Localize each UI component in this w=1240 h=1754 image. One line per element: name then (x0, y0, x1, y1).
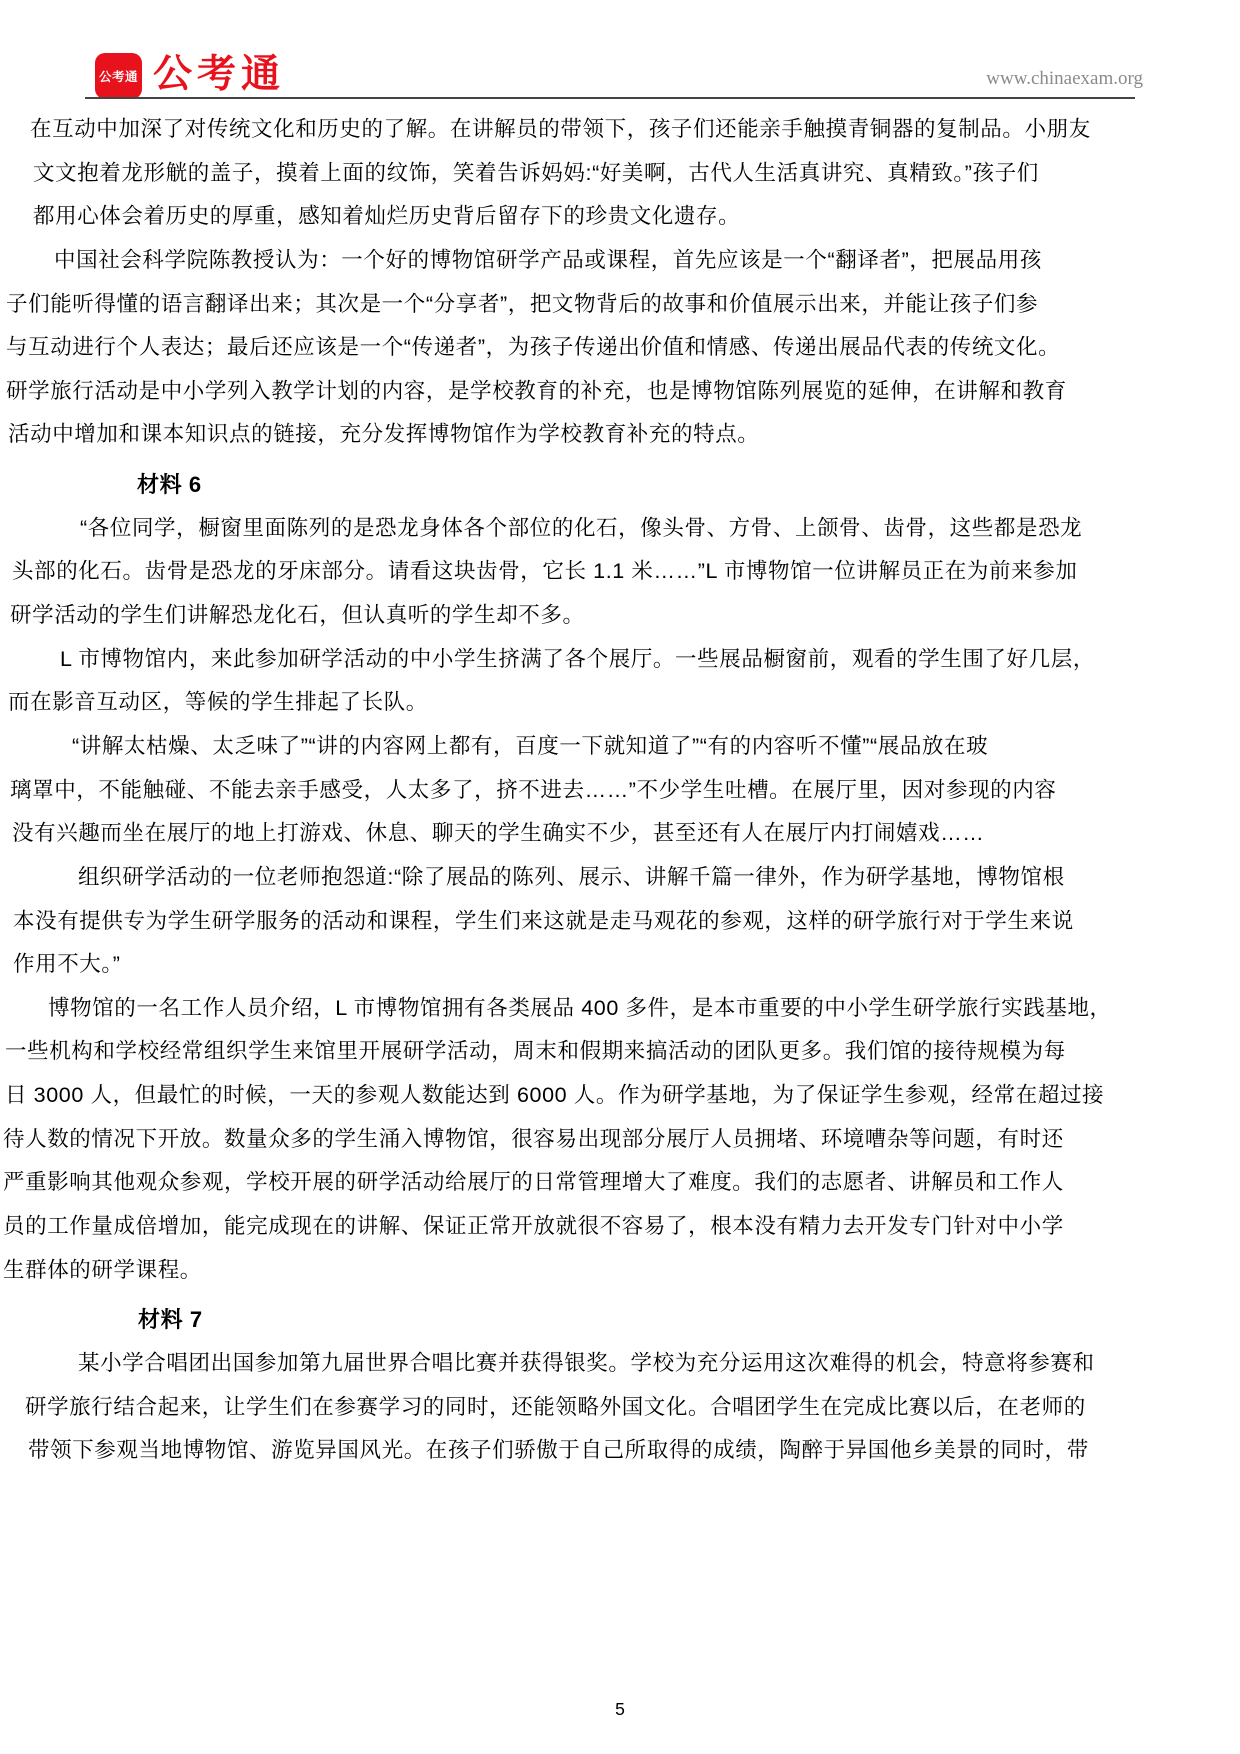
text-line: 璃罩中，不能触碰、不能去亲手感受，人太多了，挤不进去……”不少学生吐槽。在展厅里，因对参现的内容 (10, 777, 1057, 802)
text-line: 研学活动的学生们讲解恐龙化石，但认真听的学生却不多。 (10, 603, 585, 628)
text-line: 与互动进行个人表达；最后还应该是一个“传递者”，为孩子传递出价值和情感、传递出展品代表的传统文化。 (6, 335, 1061, 360)
text-line: 都用心体会着历史的厚重，感知着灿烂历史背后留存下的珍贵文化遗存。 (33, 204, 741, 229)
text-line: 子们能听得懂的语言翻译出来；其次是一个“分享者”，把文物背后的故事和价值展示出来，并能让孩子们参 (6, 291, 1039, 316)
text-line: 员的工作量成倍增加，能完成现在的讲解、保证正常开放就很不容易了，根本没有精力去开发专门针对中小学 (3, 1214, 1064, 1239)
page-header (0, 0, 1240, 104)
text-line: 文文抱着龙形觥的盖子，摸着上面的纹饰，笑着告诉妈妈:“好美啊，古代人生活真讲究、真精致。”孩子们 (33, 160, 1039, 185)
text-line: 研学旅行活动是中小学列入教学计划的内容，是学校教育的补充，也是博物馆陈列展览的延伸，在讲解和教育 (6, 378, 1067, 403)
text-line: 待人数的情况下开放。数量众多的学生涌入博物馆，很容易出现部分展厅人员拥堵、环境嘈杂等问题，有时还 (3, 1126, 1064, 1151)
text-line: 组织研学活动的一位老师抱怨道:“除了展品的陈列、展示、讲解千篇一律外，作为研学基地，博物馆根 (78, 864, 1065, 889)
page-footer (0, 1699, 1240, 1720)
text-line: L 市博物馆内，来此参加研学活动的中小学生挤满了各个展厅。一些展品橱窗前，观看的学生围了好几层， (60, 646, 1095, 671)
text-line: 而在影音互动区，等候的学生排起了长队。 (8, 690, 428, 715)
text-line: 日 3000 人，但最忙的时候，一天的参观人数能达到 6000 人。作为研学基地，为了保证学生参观，经常在超过接 (5, 1083, 1105, 1108)
text-line: 一些机构和学校经常组织学生来馆里开展研学活动，周末和假期来搞活动的团队更多。我们馆的接待规模为每 (5, 1039, 1066, 1064)
document-body (0, 108, 1240, 1473)
text-line: 头部的化石。齿骨是恐龙的牙床部分。请看这块齿骨，它长 1.1 米……”L 市博物馆一位讲解员正在为前来参加 (12, 559, 1078, 584)
header-divider (85, 97, 1135, 99)
text-line: 活动中增加和课本知识点的链接，充分发挥博物馆作为学校教育补充的特点。 (8, 422, 760, 447)
material-heading: 材料 6 (137, 472, 202, 498)
logo-badge-label: 公考通 (98, 70, 138, 84)
text-line: 作用不大。” (13, 952, 121, 977)
text-line: 中国社会科学院陈教授认为：一个好的博物馆研学产品或课程，首先应该是一个“翻译者”，把展品用孩 (54, 247, 1042, 272)
text-line: “讲解太枯燥、太乏味了”“讲的内容网上都有，百度一下就知道了”“有的内容听不懂”“展品放在玻 (72, 733, 989, 758)
text-line: “各位同学，橱窗里面陈列的是恐龙身体各个部位的化石，像头骨、方骨、上颌骨、齿骨，这些都是恐龙 (80, 515, 1083, 540)
brand-logo-icon (95, 53, 142, 99)
brand-wordmark: 公考通 (153, 53, 286, 96)
material-heading: 材料 7 (138, 1307, 203, 1333)
text-line: 某小学合唱团出国参加第九届世界合唱比赛并获得银奖。学校为充分运用这次难得的机会，特意将参赛和 (78, 1350, 1095, 1375)
text-line: 带领下参观当地博物馆、游览异国风光。在孩子们骄傲于自己所取得的成绩，陶醉于异国他乡美景的同时，带 (28, 1438, 1089, 1463)
text-line: 研学旅行结合起来，让学生们在参赛学习的同时，还能领略外国文化。合唱团学生在完成比赛以后，在老师的 (25, 1394, 1086, 1419)
page-number: 5 (615, 1699, 625, 1719)
site-url: www.chinaexam.org (986, 68, 1143, 89)
text-line: 博物馆的一名工作人员介绍，L 市博物馆拥有各类展品 400 多件，是本市重要的中小学生研学旅行实践基地， (48, 995, 1112, 1020)
text-line: 在互动中加深了对传统文化和历史的了解。在讲解员的带领下，孩子们还能亲手触摸青铜器的复制品。小朋友 (30, 117, 1091, 141)
text-line: 生群体的研学课程。 (3, 1257, 202, 1282)
text-line: 本没有提供专为学生研学服务的活动和课程，学生们来这就是走马观花的参观，这样的研学旅行对于学生来说 (13, 908, 1074, 933)
text-line: 严重影响其他观众参观，学校开展的研学活动给展厅的日常管理增大了难度。我们的志愿者、讲解员和工作人 (3, 1170, 1064, 1195)
text-line: 没有兴趣而坐在展厅的地上打游戏、休息、聊天的学生确实不少，甚至还有人在展厅内打闹嬉戏…… (12, 821, 985, 846)
